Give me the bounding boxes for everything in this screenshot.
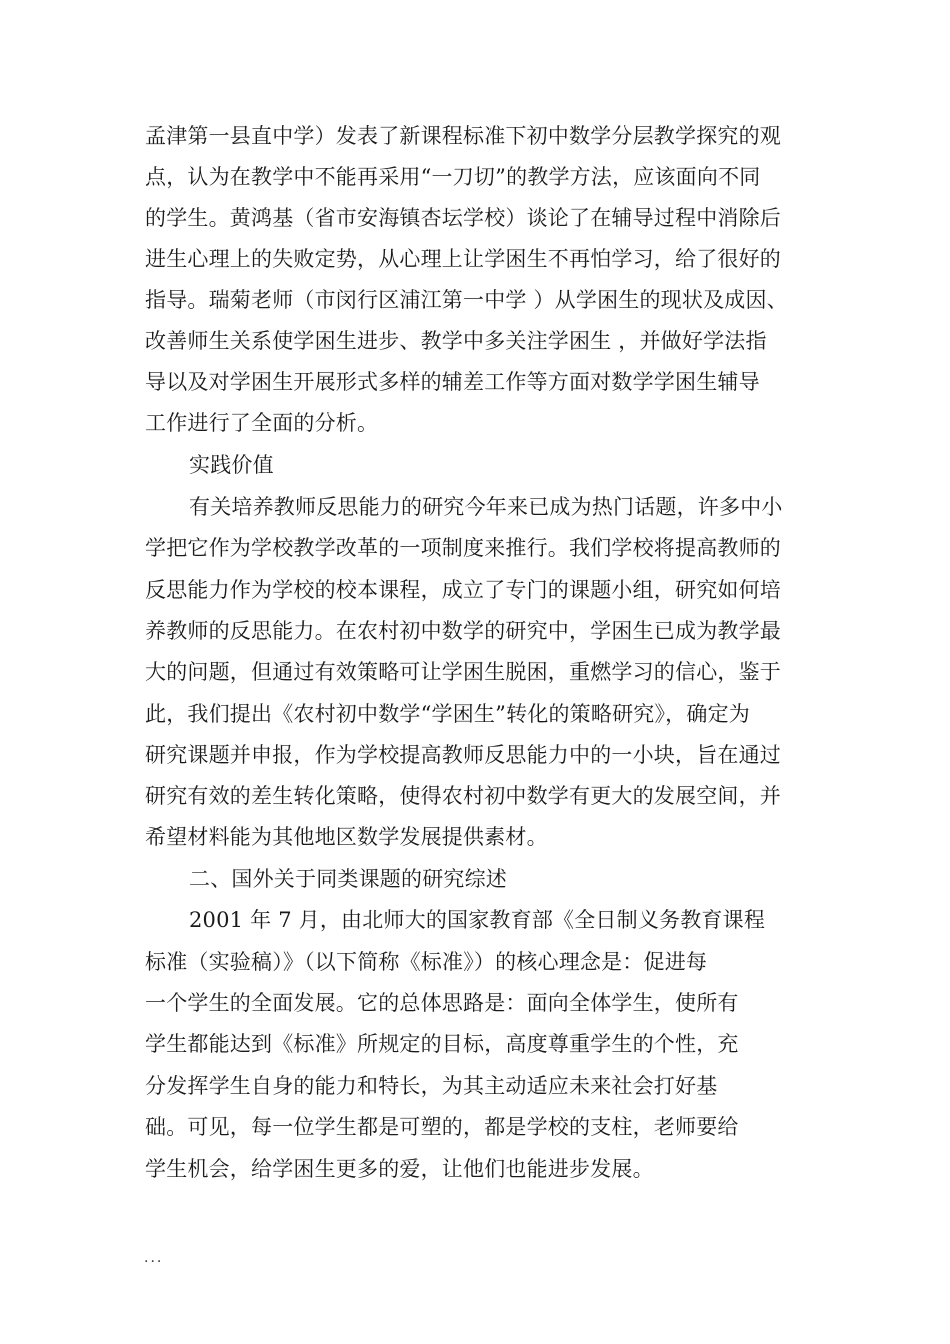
text-line: 研究有效的差生转化策略，使得农村初中数学有更大的发展空间，并 <box>145 784 781 808</box>
text-line: 学生都能达到《标准》所规定的目标，高度尊重学生的个性，充 <box>145 1032 739 1056</box>
text-line: 分发挥学生自身的能力和特长，为其主动适应未来社会打好基 <box>145 1074 718 1098</box>
page-footer-ellipsis: ... <box>144 1250 164 1266</box>
section-heading: 实践价值 <box>189 453 274 477</box>
text-line: 进生心理上的失败定势，从心理上让学困生不再怕学习，给了很好的 <box>145 247 781 271</box>
text-line: 指导。瑞菊老师（市闵行区浦江第一中学 ）从学困生的现状及成因、 <box>145 288 788 312</box>
text-line: 有关培养教师反思能力的研究今年来已成为热门话题，许多中小 <box>189 495 783 519</box>
text-line: 反思能力作为学校的校本课程，成立了专门的课题小组，研究如何培 <box>145 578 781 602</box>
text-line: 点，认为在教学中不能再采用“一刀切”的教学方法，应该面向不同 <box>145 165 761 189</box>
text-line: 础。可见，每一位学生都是可塑的，都是学校的支柱，老师要给 <box>145 1115 739 1139</box>
text-line: 希望材料能为其他地区数学发展提供素材。 <box>145 825 548 849</box>
text-line: 的学生。黄鸿基（省市安海镇杏坛学校）谈论了在辅导过程中消除后 <box>145 206 781 230</box>
text-line: 养教师的反思能力。在农村初中数学的研究中，学困生已成为教学最 <box>145 619 781 643</box>
text-line: 孟津第一县直中学）发表了新课程标准下初中数学分层教学探究的观 <box>145 124 781 148</box>
text-line: 标准（实验稿）》（以下简称《标准》）的核心理念是：促进每 <box>145 950 708 974</box>
section-heading: 二、国外关于同类课题的研究综述 <box>189 867 507 891</box>
text-line: 一个学生的全面发展。它的总体思路是：面向全体学生，使所有 <box>145 991 739 1015</box>
text-line: 学把它作为学校教学改革的一项制度来推行。我们学校将提高教师的 <box>145 536 781 560</box>
text-line: 导以及对学困生开展形式多样的辅差工作等方面对数学学困生辅导 <box>145 370 760 394</box>
text-line: 此，我们提出《农村初中数学“学困生”转化的策略研究》，确定为 <box>145 702 750 726</box>
text-line: 研究课题并申报，作为学校提高教师反思能力中的一小块，旨在通过 <box>145 743 781 767</box>
text-line: 改善师生关系使学困生进步、教学中多关注学困生 ，并做好学法指 <box>145 329 767 353</box>
text-line: 大的问题，但通过有效策略可让学困生脱困，重燃学习的信心，鉴于 <box>145 660 781 684</box>
text-line: 2001 年 7 月，由北师大的国家教育部《全日制义务教育课程 <box>189 908 766 932</box>
text-line: 工作进行了全面的分析。 <box>145 411 379 435</box>
text-line: 学生机会，给学困生更多的爱，让他们也能进步发展。 <box>145 1157 654 1181</box>
